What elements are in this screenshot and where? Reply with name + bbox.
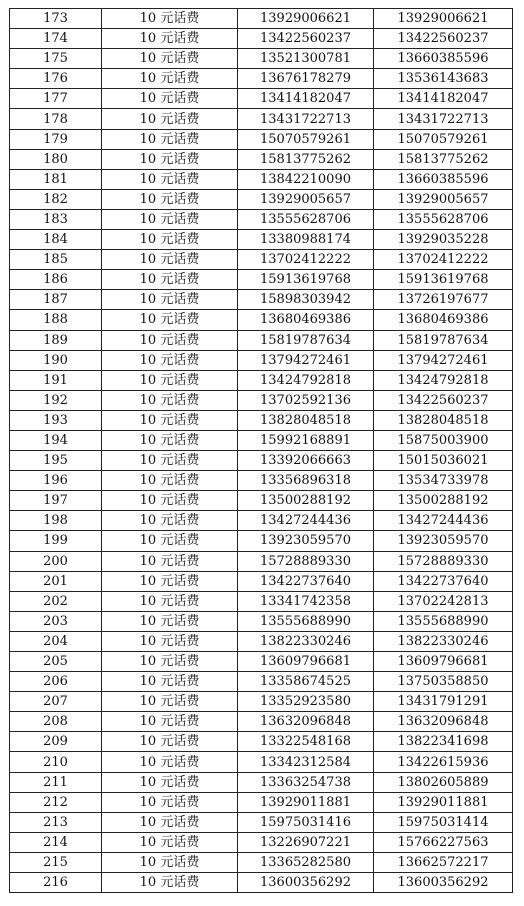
prize-cell: 10 元话费: [102, 491, 238, 511]
row-number-cell: 196: [10, 471, 102, 491]
phone-number-cell: 13363254738: [238, 772, 374, 792]
table-row: [10, 290, 513, 310]
phone-number-cell: 13424792818: [238, 370, 374, 390]
prize-cell: 10 元话费: [102, 149, 238, 169]
prize-cell: 10 元话费: [102, 169, 238, 189]
row-number-cell: 183: [10, 209, 102, 229]
row-number-cell: 203: [10, 611, 102, 631]
row-number-cell: 202: [10, 591, 102, 611]
row-number-cell: 195: [10, 451, 102, 471]
recharge-number-cell: 13929011881: [374, 792, 513, 812]
recharge-number-cell: 13660385596: [374, 49, 513, 69]
recharge-number-cell: 13431791291: [374, 692, 513, 712]
prize-cell: 10 元话费: [102, 631, 238, 651]
phone-number-cell: 13822330246: [238, 631, 374, 651]
table-row: [10, 652, 513, 672]
row-number-cell: 176: [10, 69, 102, 89]
recharge-number-cell: 13555628706: [374, 209, 513, 229]
row-number-cell: 185: [10, 250, 102, 270]
prize-cell: 10 元话费: [102, 89, 238, 109]
recharge-number-cell: 13609796681: [374, 652, 513, 672]
row-number-cell: 209: [10, 732, 102, 752]
table-row: [10, 129, 513, 149]
phone-number-cell: 13929005657: [238, 189, 374, 209]
row-number-cell: 179: [10, 129, 102, 149]
phone-number-cell: 15819787634: [238, 330, 374, 350]
table-row: [10, 430, 513, 450]
recharge-number-cell: 13414182047: [374, 89, 513, 109]
recharge-number-cell: 13726197677: [374, 290, 513, 310]
phone-number-cell: 13392066663: [238, 451, 374, 471]
recharge-number-cell: 15766227563: [374, 832, 513, 852]
table-row: [10, 270, 513, 290]
recharge-number-cell: 15015036021: [374, 451, 513, 471]
phone-number-cell: 13680469386: [238, 310, 374, 330]
prize-cell: 10 元话费: [102, 591, 238, 611]
recharge-number-cell: 13536143683: [374, 69, 513, 89]
row-number-cell: 187: [10, 290, 102, 310]
winners-table-body: [10, 9, 513, 893]
recharge-number-cell: 15728889330: [374, 551, 513, 571]
recharge-number-cell: 13828048518: [374, 410, 513, 430]
table-row: [10, 551, 513, 571]
prize-cell: 10 元话费: [102, 49, 238, 69]
recharge-number-cell: 13802605889: [374, 772, 513, 792]
prize-cell: 10 元话费: [102, 672, 238, 692]
prize-cell: 10 元话费: [102, 873, 238, 893]
phone-number-cell: 13842210090: [238, 169, 374, 189]
prize-cell: 10 元话费: [102, 732, 238, 752]
phone-number-cell: 13632096848: [238, 712, 374, 732]
prize-cell: 10 元话费: [102, 350, 238, 370]
table-row: [10, 9, 513, 29]
row-number-cell: 200: [10, 551, 102, 571]
phone-number-cell: 13521300781: [238, 49, 374, 69]
phone-number-cell: 15975031416: [238, 812, 374, 832]
row-number-cell: 204: [10, 631, 102, 651]
recharge-number-cell: 13500288192: [374, 491, 513, 511]
row-number-cell: 186: [10, 270, 102, 290]
phone-number-cell: 13923059570: [238, 531, 374, 551]
table-row: [10, 230, 513, 250]
recharge-number-cell: 13427244436: [374, 511, 513, 531]
table-row: [10, 451, 513, 471]
row-number-cell: 211: [10, 772, 102, 792]
phone-number-cell: 13555628706: [238, 209, 374, 229]
recharge-number-cell: 13534733978: [374, 471, 513, 491]
table-row: [10, 169, 513, 189]
table-row: [10, 672, 513, 692]
phone-number-cell: 13356896318: [238, 471, 374, 491]
recharge-number-cell: 13822330246: [374, 631, 513, 651]
prize-cell: 10 元话费: [102, 410, 238, 430]
phone-number-cell: 13828048518: [238, 410, 374, 430]
row-number-cell: 208: [10, 712, 102, 732]
phone-number-cell: 13341742358: [238, 591, 374, 611]
row-number-cell: 181: [10, 169, 102, 189]
prize-cell: 10 元话费: [102, 652, 238, 672]
prize-cell: 10 元话费: [102, 692, 238, 712]
row-number-cell: 197: [10, 491, 102, 511]
prize-cell: 10 元话费: [102, 451, 238, 471]
recharge-number-cell: 15975031414: [374, 812, 513, 832]
row-number-cell: 174: [10, 29, 102, 49]
phone-number-cell: 13500288192: [238, 491, 374, 511]
winners-table: [9, 8, 513, 893]
phone-number-cell: 13600356292: [238, 873, 374, 893]
row-number-cell: 184: [10, 230, 102, 250]
table-row: [10, 531, 513, 551]
phone-number-cell: 13609796681: [238, 652, 374, 672]
recharge-number-cell: 13424792818: [374, 370, 513, 390]
prize-cell: 10 元话费: [102, 310, 238, 330]
recharge-number-cell: 13662572217: [374, 852, 513, 872]
prize-cell: 10 元话费: [102, 752, 238, 772]
table-row: [10, 69, 513, 89]
prize-cell: 10 元话费: [102, 209, 238, 229]
prize-cell: 10 元话费: [102, 551, 238, 571]
table-row: [10, 250, 513, 270]
row-number-cell: 193: [10, 410, 102, 430]
recharge-number-cell: 13555688990: [374, 611, 513, 631]
phone-number-cell: 13422560237: [238, 29, 374, 49]
row-number-cell: 178: [10, 109, 102, 129]
recharge-number-cell: 13702412222: [374, 250, 513, 270]
prize-cell: 10 元话费: [102, 69, 238, 89]
prize-cell: 10 元话费: [102, 852, 238, 872]
row-number-cell: 198: [10, 511, 102, 531]
table-row: [10, 491, 513, 511]
phone-number-cell: 13702412222: [238, 250, 374, 270]
phone-number-cell: 15728889330: [238, 551, 374, 571]
prize-cell: 10 元话费: [102, 511, 238, 531]
prize-cell: 10 元话费: [102, 792, 238, 812]
row-number-cell: 192: [10, 390, 102, 410]
prize-cell: 10 元话费: [102, 531, 238, 551]
prize-cell: 10 元话费: [102, 330, 238, 350]
table-row: [10, 29, 513, 49]
recharge-number-cell: 13600356292: [374, 873, 513, 893]
row-number-cell: 182: [10, 189, 102, 209]
prize-cell: 10 元话费: [102, 29, 238, 49]
table-row: [10, 370, 513, 390]
table-row: [10, 410, 513, 430]
table-row: [10, 832, 513, 852]
phone-number-cell: 13929006621: [238, 9, 374, 29]
recharge-number-cell: 13822341698: [374, 732, 513, 752]
phone-number-cell: 15813775262: [238, 149, 374, 169]
prize-cell: 10 元话费: [102, 230, 238, 250]
prize-cell: 10 元话费: [102, 772, 238, 792]
recharge-number-cell: 15819787634: [374, 330, 513, 350]
prize-cell: 10 元话费: [102, 250, 238, 270]
phone-number-cell: 13676178279: [238, 69, 374, 89]
phone-number-cell: 13358674525: [238, 672, 374, 692]
recharge-number-cell: 15913619768: [374, 270, 513, 290]
prize-cell: 10 元话费: [102, 471, 238, 491]
prize-cell: 10 元话费: [102, 571, 238, 591]
prize-cell: 10 元话费: [102, 129, 238, 149]
row-number-cell: 190: [10, 350, 102, 370]
phone-number-cell: 13427244436: [238, 511, 374, 531]
phone-number-cell: 13226907221: [238, 832, 374, 852]
phone-number-cell: 15898303942: [238, 290, 374, 310]
recharge-number-cell: 13929035228: [374, 230, 513, 250]
row-number-cell: 201: [10, 571, 102, 591]
prize-cell: 10 元话费: [102, 812, 238, 832]
table-row: [10, 852, 513, 872]
table-row: [10, 109, 513, 129]
phone-number-cell: 13342312584: [238, 752, 374, 772]
table-row: [10, 511, 513, 531]
prize-cell: 10 元话费: [102, 109, 238, 129]
table-row: [10, 350, 513, 370]
table-row: [10, 591, 513, 611]
recharge-number-cell: 13923059570: [374, 531, 513, 551]
table-row: [10, 611, 513, 631]
row-number-cell: 206: [10, 672, 102, 692]
table-row: [10, 752, 513, 772]
prize-cell: 10 元话费: [102, 390, 238, 410]
phone-number-cell: 15070579261: [238, 129, 374, 149]
row-number-cell: 214: [10, 832, 102, 852]
phone-number-cell: 15913619768: [238, 270, 374, 290]
prize-cell: 10 元话费: [102, 832, 238, 852]
table-row: [10, 310, 513, 330]
row-number-cell: 212: [10, 792, 102, 812]
recharge-number-cell: 13660385596: [374, 169, 513, 189]
row-number-cell: 188: [10, 310, 102, 330]
phone-number-cell: 13794272461: [238, 350, 374, 370]
row-number-cell: 173: [10, 9, 102, 29]
table-row: [10, 772, 513, 792]
row-number-cell: 189: [10, 330, 102, 350]
row-number-cell: 177: [10, 89, 102, 109]
table-row: [10, 189, 513, 209]
recharge-number-cell: 15875003900: [374, 430, 513, 450]
phone-number-cell: 13422737640: [238, 571, 374, 591]
recharge-number-cell: 13422737640: [374, 571, 513, 591]
prize-cell: 10 元话费: [102, 189, 238, 209]
row-number-cell: 210: [10, 752, 102, 772]
row-number-cell: 180: [10, 149, 102, 169]
prize-cell: 10 元话费: [102, 9, 238, 29]
row-number-cell: 205: [10, 652, 102, 672]
table-row: [10, 792, 513, 812]
table-row: [10, 873, 513, 893]
table-row: [10, 330, 513, 350]
recharge-number-cell: 13702242813: [374, 591, 513, 611]
prize-cell: 10 元话费: [102, 712, 238, 732]
row-number-cell: 191: [10, 370, 102, 390]
recharge-number-cell: 13632096848: [374, 712, 513, 732]
row-number-cell: 199: [10, 531, 102, 551]
prize-cell: 10 元话费: [102, 611, 238, 631]
table-row: [10, 712, 513, 732]
table-row: [10, 49, 513, 69]
table-row: [10, 471, 513, 491]
prize-cell: 10 元话费: [102, 270, 238, 290]
prize-cell: 10 元话费: [102, 370, 238, 390]
phone-number-cell: 13929011881: [238, 792, 374, 812]
phone-number-cell: 13365282580: [238, 852, 374, 872]
recharge-number-cell: 13422615936: [374, 752, 513, 772]
phone-number-cell: 13555688990: [238, 611, 374, 631]
recharge-number-cell: 13431722713: [374, 109, 513, 129]
table-row: [10, 812, 513, 832]
table-row: [10, 149, 513, 169]
phone-number-cell: 13380988174: [238, 230, 374, 250]
recharge-number-cell: 13750358850: [374, 672, 513, 692]
table-row: [10, 571, 513, 591]
phone-number-cell: 13352923580: [238, 692, 374, 712]
recharge-number-cell: 13680469386: [374, 310, 513, 330]
phone-number-cell: 13431722713: [238, 109, 374, 129]
table-row: [10, 390, 513, 410]
row-number-cell: 194: [10, 430, 102, 450]
phone-number-cell: 13322548168: [238, 732, 374, 752]
row-number-cell: 175: [10, 49, 102, 69]
table-row: [10, 692, 513, 712]
prize-cell: 10 元话费: [102, 430, 238, 450]
table-row: [10, 732, 513, 752]
row-number-cell: 216: [10, 873, 102, 893]
recharge-number-cell: 15813775262: [374, 149, 513, 169]
recharge-number-cell: 13929006621: [374, 9, 513, 29]
phone-number-cell: 15992168891: [238, 430, 374, 450]
table-row: [10, 631, 513, 651]
table-row: [10, 209, 513, 229]
prize-cell: 10 元话费: [102, 290, 238, 310]
row-number-cell: 207: [10, 692, 102, 712]
row-number-cell: 215: [10, 852, 102, 872]
table-row: [10, 89, 513, 109]
recharge-number-cell: 15070579261: [374, 129, 513, 149]
recharge-number-cell: 13794272461: [374, 350, 513, 370]
row-number-cell: 213: [10, 812, 102, 832]
phone-number-cell: 13414182047: [238, 89, 374, 109]
recharge-number-cell: 13422560237: [374, 390, 513, 410]
recharge-number-cell: 13929005657: [374, 189, 513, 209]
phone-number-cell: 13702592136: [238, 390, 374, 410]
recharge-number-cell: 13422560237: [374, 29, 513, 49]
